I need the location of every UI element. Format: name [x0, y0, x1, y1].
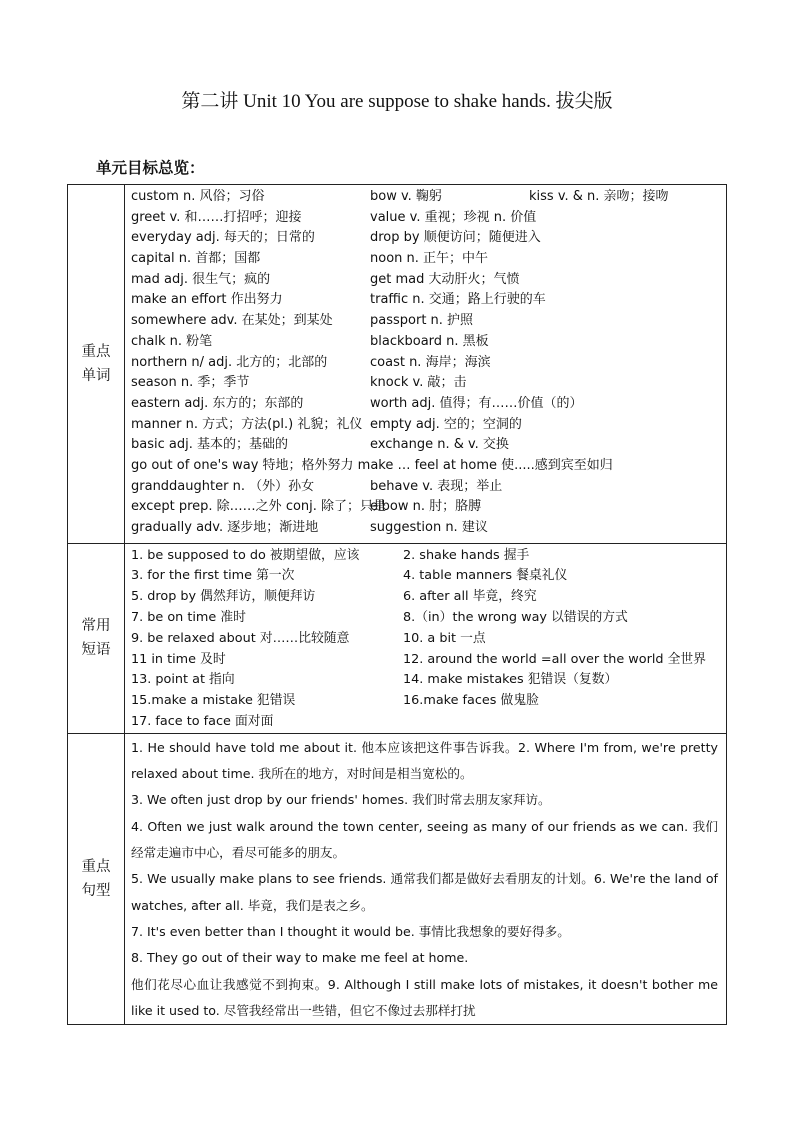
phrase-entry: 17. face to face 面对面: [131, 714, 274, 730]
phrase-entry: 3. for the first time 第一次: [131, 568, 295, 584]
vocab-section: [68, 185, 727, 544]
phrase-entry: 16.make faces 做鬼脸: [403, 693, 539, 709]
phrase-label-text: [68, 614, 124, 662]
vocab-entry: empty adj. 空的；空洞的: [370, 416, 522, 432]
vocab-entry: value v. 重视；珍视 n. 价值: [370, 209, 537, 225]
section-label-line: 常用: [81, 618, 111, 635]
phrase-row: [125, 608, 726, 629]
vocab-row: [125, 249, 726, 270]
sentence-label-text: [68, 855, 124, 903]
vocab-entry: exchange n. & v. 交换: [370, 437, 509, 453]
vocab-entry: elbow n. 肘；胳膊: [370, 499, 482, 515]
overview-table: [67, 184, 727, 1025]
phrase-row: [125, 650, 726, 671]
vocab-entry: suggestion n. 建议: [370, 520, 488, 535]
phrase-entry: 14. make mistakes 犯错误（复数）: [403, 672, 618, 688]
phrase-label: [68, 543, 125, 733]
phrase-entry: 6. after all 毕竟，终究: [403, 589, 537, 605]
vocab-row: [125, 477, 726, 498]
sentence-item: 7. It's even better than I thought it would be. 事情比我想象的要好得多。: [131, 923, 570, 939]
vocab-row: [125, 518, 726, 539]
sentence-section: [68, 733, 727, 1024]
vocab-entry: granddaughter n. （外）孙女: [131, 478, 315, 494]
vocab-row: [125, 311, 726, 332]
section-heading: 单元目标总览：: [96, 159, 205, 177]
vocab-entry: everyday adj. 每天的；日常的: [131, 230, 315, 246]
vocab-entry: season n. 季；季节: [131, 375, 250, 391]
vocab-row: [125, 270, 726, 291]
vocab-label-text: [68, 340, 124, 388]
vocab-entry: gradually adv. 逐步地；渐进地: [131, 520, 319, 535]
section-label-line: 重点: [81, 858, 111, 875]
vocab-entry: mad adj. 很生气；疯的: [131, 271, 271, 287]
vocab-row: [125, 435, 726, 456]
sentence-item: 3. We often just drop by our friends' homes. 我们时常去朋友家拜访。: [131, 792, 551, 808]
phrase-entry: 8.（in）the wrong way 以错误的方式: [403, 610, 628, 626]
vocab-entry: traffic n. 交通；路上行驶的车: [370, 292, 546, 308]
phrase-entry: 13. point at 指向: [131, 672, 235, 688]
vocab-entry: bow v. 鞠躬: [370, 189, 442, 204]
phrase-row: [125, 629, 726, 650]
vocab-row: [125, 373, 726, 394]
vocab-entry: somewhere adv. 在某处；到某处: [131, 313, 333, 329]
vocab-row: [125, 228, 726, 249]
phrase-cell: [125, 543, 727, 733]
vocab-entry: manner n. 方式；方法(pl.) 礼貌；礼仪: [131, 416, 363, 432]
phrase-row: [125, 587, 726, 608]
vocab-row: [125, 290, 726, 311]
phrase-entry: 5. drop by 偶然拜访，顺便拜访: [131, 589, 316, 605]
vocab-row: [125, 394, 726, 415]
vocab-entry: noon n. 正午；中午: [370, 251, 489, 267]
sentence-item: 他们花尽心血让我感觉不到拘束。9. Although I still make lots of mistakes, it doesn't bother me like it used to. 尽管我经常出一些错，但它不像过去那样打扰: [131, 976, 718, 1018]
phrase-row: [125, 691, 726, 712]
phrase-entry: 9. be relaxed about 对……比较随意: [131, 630, 350, 646]
phrase-row: [125, 670, 726, 691]
vocab-entry: kiss v. & n. 亲吻；接吻: [529, 189, 669, 204]
vocab-row: [125, 208, 726, 229]
phrase-entry: 12. around the world =all over the world 全世界: [403, 651, 706, 667]
vocab-label: [68, 185, 125, 544]
sentence-label: [68, 733, 125, 1024]
vocab-entry: make an effort 作出努力: [131, 292, 283, 308]
vocab-entry: knock v. 敲；击: [370, 375, 467, 391]
vocab-entry: chalk n. 粉笔: [131, 333, 213, 349]
phrase-entry: 11 in time 及时: [131, 651, 226, 667]
vocab-entry: go out of one's way 特地；格外努力 make … feel at home 使.....感到宾至如归: [131, 457, 613, 473]
phrase-row: [125, 546, 726, 567]
vocab-entry: blackboard n. 黑板: [370, 333, 489, 349]
phrase-section: [68, 543, 727, 733]
phrase-entry: 2. shake hands 握手: [403, 547, 530, 563]
section-label-line: 重点: [81, 343, 111, 360]
phrase-entry: 7. be on time 准时: [131, 610, 246, 626]
phrase-row: [125, 712, 726, 733]
vocab-entry: except prep. 除……之外 conj. 除了；只是: [131, 499, 387, 515]
vocab-entry: eastern adj. 东方的；东部的: [131, 395, 304, 411]
vocab-row: [125, 456, 726, 477]
sentence-item: 1. He should have told me about it. 他本应该把这件事告诉我。2. Where I'm from, we're pretty relaxed about time. 我所在的地方，对时间是相当宽松的。: [131, 739, 718, 782]
vocab-entry: worth adj. 值得；有……价值（的）: [370, 395, 583, 411]
vocab-entry: get mad 大动肝火；气愤: [370, 271, 520, 287]
vocab-row: [125, 497, 726, 518]
section-label-line: 单词: [81, 367, 111, 384]
section-label-line: 句型: [81, 882, 111, 899]
phrase-row: [125, 566, 726, 587]
sentence-item: 8. They go out of their way to make me feel at home.: [131, 950, 469, 966]
phrase-entry: 15.make a mistake 犯错误: [131, 693, 296, 709]
vocab-row: [125, 353, 726, 374]
sentence-item: 4. Often we just walk around the town center, seeing as many of our friends as we can. 我们经常走遍市中心，看尽可能多的朋友。: [131, 818, 718, 861]
page-title: 第二讲 Unit 10 You are suppose to shake hands. 拔尖版: [181, 91, 613, 112]
phrase-entry: 4. table manners 餐桌礼仪: [403, 568, 568, 584]
phrase-entry: 10. a bit 一点: [403, 630, 486, 646]
vocab-entry: drop by 顺便访问；随便进入: [370, 230, 541, 246]
section-label-line: 短语: [81, 642, 111, 659]
vocab-entry: basic adj. 基本的；基础的: [131, 437, 288, 453]
vocab-entry: capital n. 首都；国都: [131, 251, 261, 267]
vocab-entry: coast n. 海岸；海滨: [370, 354, 491, 370]
sentence-item: 5. We usually make plans to see friends. 通常我们都是做好去看朋友的计划。6. We're the land of watches, after all. 毕竟，我们是表之乡。: [131, 871, 718, 913]
vocab-row: [125, 187, 726, 208]
vocab-row: [125, 415, 726, 436]
vocab-entry: greet v. 和……打招呼；迎接: [131, 209, 302, 225]
vocab-entry: passport n. 护照: [370, 313, 474, 329]
vocab-entry: custom n. 风俗；习俗: [131, 189, 265, 204]
vocab-entry: northern n/ adj. 北方的；北部的: [131, 354, 328, 370]
vocab-entry: behave v. 表现；举止: [370, 478, 503, 494]
sentence-cell: [125, 733, 727, 1024]
phrase-entry: 1. be supposed to do 被期望做，应该: [131, 547, 360, 563]
vocab-row: [125, 332, 726, 353]
vocab-cell: [125, 185, 727, 544]
